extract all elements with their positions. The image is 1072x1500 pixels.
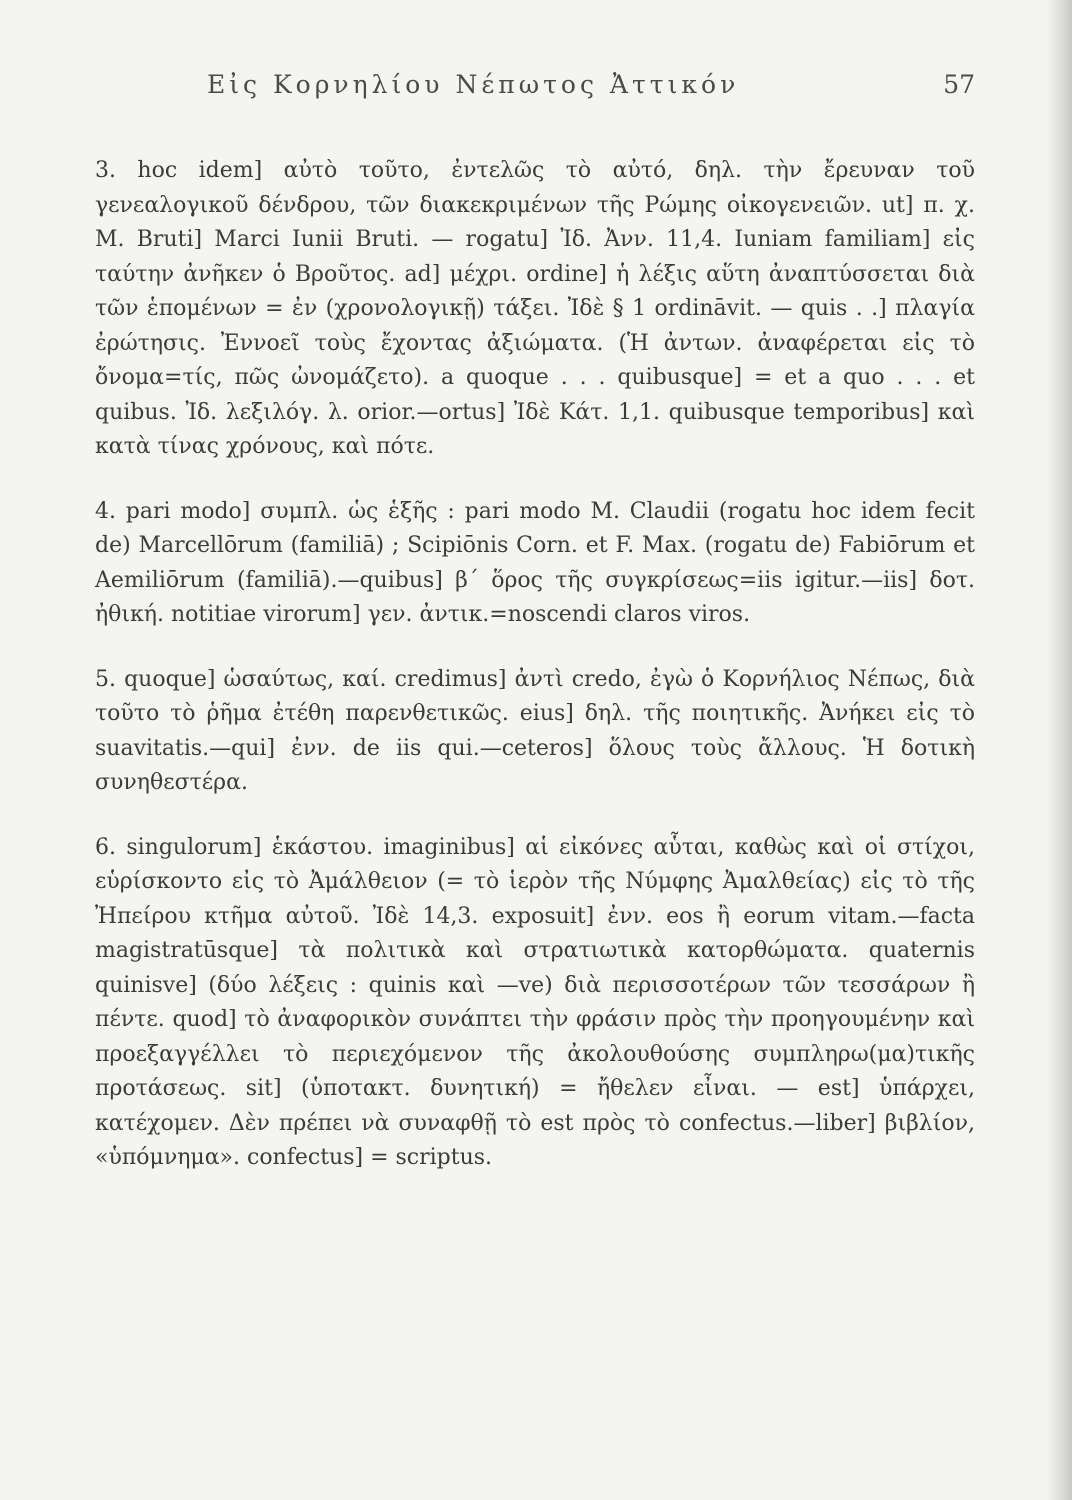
note-paragraph-5: 5. quoque] ὡσαύτως, καί. credimus] ἀντὶ credo, ἐγὼ ὁ Κορνήλιος Νέπως, διὰ τοῦτο τὸ ῥῆμα ἐτέθη παρενθετικῶς. eius] δηλ. τῆς ποιητικῆς. Ἀνήκει εἰς τὸ suavitatis.—qui] ἐνν. de iis qui.—ceteros] ὅλους τοὺς ἄλλους. Ἡ δοτικὴ συνηθεστέρα. [95, 666, 975, 795]
page-number: 57 [943, 70, 975, 99]
running-header [95, 62, 975, 108]
note-paragraph-6: 6. singulorum] ἑκάστου. imaginibus] αἱ εἰκόνες αὗται, καθὼς καὶ οἱ στίχοι, εὑρίσκοντο εἰς τὸ Ἀμάλθειον (= τὸ ἱερὸν τῆς Νύμφης Ἀμαλθείας) εἰς τὸ τῆς Ἠπείρου κτῆμα αὐτοῦ. Ἰδὲ 14,3. exposuit] ἐνν. eos ἢ eorum vitam.—facta magistratūsque] τὰ πολιτικὰ καὶ στρατιωτικὰ κατορθώματα. quaternis quinisve] (δύο λέξεις : quinis καὶ —ve) διὰ περισσοτέρων τῶν τεσσάρων ἢ πέντε. quod] τὸ ἀναφορικὸν συνάπτει τὴν φράσιν πρὸς τὴν προηγουμένην καὶ προεξαγγέλλει τὸ περιεχόμενον τῆς ἀκολουθούσης συμπληρω(μα)τικῆς προτάσεως. sit] (ὑποτακτ. δυνητική) = ἤθελεν εἶναι. — est] ὑπάρχει, κατέχομεν. Δὲν πρέπει νὰ συναφθῇ τὸ est πρὸς τὸ confectus.—liber] βιβλίον, «ὑπόμνημα». confectus] = scriptus. [95, 834, 975, 1170]
page-edge-shadow [1046, 0, 1072, 1500]
running-title: Εἰς Κορνηλίου Νέπωτος Ἀττικόν [207, 70, 740, 99]
note-paragraph-4: 4. pari modo] συμπλ. ὡς ἑξῆς : pari modo M. Claudii (rogatu hoc idem fecit de) Marcellōrum (familiā) ; Scipiōnis Corn. et F. Max. (rogatu de) Fabiōrum et Aemiliōrum (familiā).—quibus] β΄ ὅρος τῆς συγκρίσεως=iis igitur.—iis] δοτ. ἠθική. notitiae virorum] γεν. ἀντικ.=noscendi claros viros. [95, 498, 975, 627]
note-paragraph-3: 3. hoc idem] αὐτὸ τοῦτο, ἐντελῶς τὸ αὐτό, δηλ. τὴν ἔρευναν τοῦ γενεαλογικοῦ δένδρου, τῶν διακεκριμένων τῆς Ρώμης οἰκογενειῶν. ut] π. χ. M. Bruti] Marci Iunii Bruti. — rogatu] Ἰδ. Ἀνν. 11,4. Iuniam familiam] εἰς ταύτην ἀνῆκεν ὁ Βροῦτος. ad] μέχρι. ordine] ἡ λέξις αὕτη ἀναπτύσσεται διὰ τῶν ἑπομένων = ἐν (χρονολογικῇ) τάξει. Ἰδὲ § 1 ordināvit. — quis . .] πλαγία ἐρώτησις. Ἐννοεῖ τοὺς ἔχοντας ἀξιώματα. (Ἡ ἀντων. ἀναφέρεται εἰς τὸ ὄνομα=τίς, πῶς ὠνομάζετο). a quoque . . . quibusque] = et a quo . . . et quibus. Ἰδ. λεξιλόγ. λ. orior.—ortus] Ἰδὲ Κάτ. 1,1. quibusque temporibus] καὶ κατὰ τίνας χρόνους, καὶ πότε. [95, 158, 975, 459]
book-page [95, 62, 975, 1176]
